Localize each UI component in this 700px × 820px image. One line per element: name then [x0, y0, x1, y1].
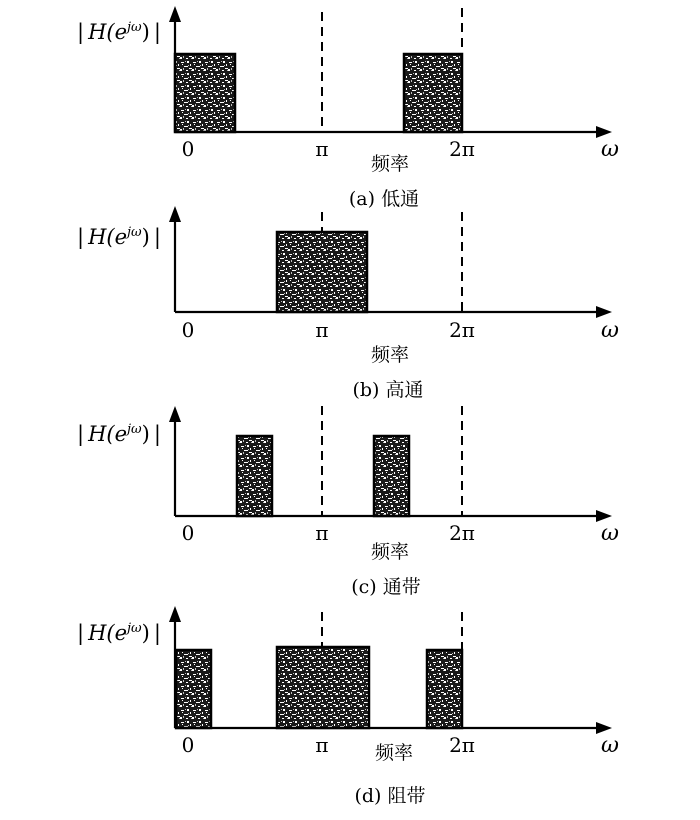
tick-label-0: 0	[181, 318, 195, 342]
passband	[404, 54, 462, 132]
y-axis-arrow	[169, 6, 181, 22]
y-axis-arrow	[169, 406, 181, 422]
y-axis-label: | $H(e^{j\omega})$ |	[77, 621, 161, 645]
passband	[374, 436, 409, 516]
tick-label-2pi: 2π	[449, 137, 475, 161]
caption-d: (d) 阻带	[354, 785, 426, 807]
tick-label-pi: π	[315, 521, 329, 545]
passband	[277, 647, 369, 728]
x-axis-label: 频率	[370, 541, 410, 563]
y-axis-label: | $H(e^{j\omega})$ |	[77, 225, 161, 249]
omega-label: ω	[601, 733, 619, 758]
x-axis-label: 频率	[374, 742, 414, 764]
passband	[277, 232, 367, 312]
x-axis-label: 频率	[370, 153, 410, 175]
tick-label-0: 0	[181, 733, 195, 757]
tick-label-pi: π	[315, 318, 329, 342]
panel-c	[77, 406, 619, 598]
passband	[176, 650, 211, 728]
caption-b: (b) 高通	[352, 379, 424, 401]
panel-b	[77, 206, 619, 401]
y-axis-label: | $H(e^{j\omega})$ |	[77, 20, 161, 44]
tick-label-0: 0	[181, 137, 195, 161]
y-axis-label: | $H(e^{j\omega})$ |	[77, 422, 161, 446]
tick-label-0: 0	[181, 521, 195, 545]
omega-label: ω	[601, 137, 619, 162]
caption-a: (a) 低通	[348, 188, 420, 210]
tick-label-pi: π	[315, 733, 329, 757]
panel-a	[77, 6, 619, 210]
x-axis-arrow	[596, 306, 612, 318]
tick-label-2pi: 2π	[449, 318, 475, 342]
passband	[175, 54, 235, 132]
tick-label-pi: π	[315, 137, 329, 161]
y-axis-arrow	[169, 206, 181, 222]
tick-label-2pi: 2π	[449, 733, 475, 757]
y-axis-arrow	[169, 606, 181, 622]
caption-c: (c) 通带	[351, 576, 421, 598]
panel-d	[77, 606, 619, 807]
omega-label: ω	[601, 521, 619, 546]
passband	[237, 436, 272, 516]
passband	[427, 650, 462, 728]
tick-label-2pi: 2π	[449, 521, 475, 545]
x-axis-label: 频率	[370, 344, 410, 366]
omega-label: ω	[601, 318, 619, 343]
